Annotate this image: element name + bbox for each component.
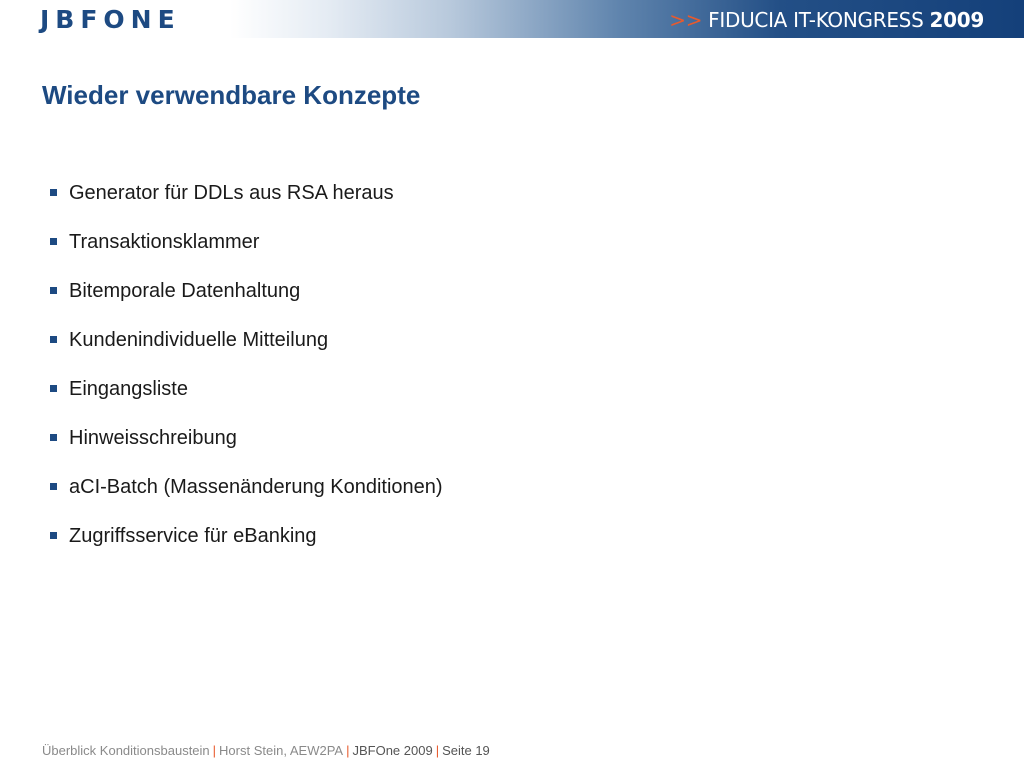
bullet-item [50,474,443,523]
bullet-text: Zugriffsservice für eBanking [69,525,317,547]
bullet-item [50,229,443,278]
square-bullet-icon [50,385,57,392]
bullet-item [50,523,443,572]
square-bullet-icon [50,434,57,441]
congress-name: FIDUCIA IT-KONGRESS [708,8,924,32]
bullet-text: Kundenindividuelle Mitteilung [69,329,329,351]
bullet-item [50,180,443,229]
square-bullet-icon [50,238,57,245]
logo-text: JBFONE [40,5,181,34]
footer-topic: Überblick Konditionsbaustein [42,743,210,758]
bullet-list [50,180,443,572]
square-bullet-icon [50,287,57,294]
slide-title: Wieder verwendbare Konzepte [42,80,421,110]
footer-separator: | [346,743,350,758]
bullet-text: Generator für DDLs aus RSA heraus [69,182,394,204]
congress-arrows: >> [669,8,703,32]
square-bullet-icon [50,532,57,539]
congress-label [669,6,984,34]
bullet-text: Bitemporale Datenhaltung [69,280,301,302]
footer-separator: | [435,743,440,758]
footer-separator: | [212,743,217,758]
square-bullet-icon [50,336,57,343]
bullet-item [50,376,443,425]
bullet-text: aCI-Batch (Massenänderung Konditionen) [69,476,443,498]
footer-page-number: Seite 19 [442,743,490,758]
header-banner [0,0,1024,38]
square-bullet-icon [50,483,57,490]
bullet-item [50,278,443,327]
jbfone-logo [40,6,181,34]
square-bullet-icon [50,189,57,196]
footer-author: Horst Stein, AEW2PA [219,743,344,758]
bullet-item [50,425,443,474]
slide-footer [42,742,490,760]
bullet-text: Eingangsliste [69,378,188,400]
bullet-item [50,327,443,376]
bullet-text: Hinweisschreibung [69,427,237,449]
bullet-text: Transaktionsklammer [69,231,260,253]
footer-event: JBFOne 2009 [352,743,433,758]
congress-year: 2009 [929,8,984,32]
